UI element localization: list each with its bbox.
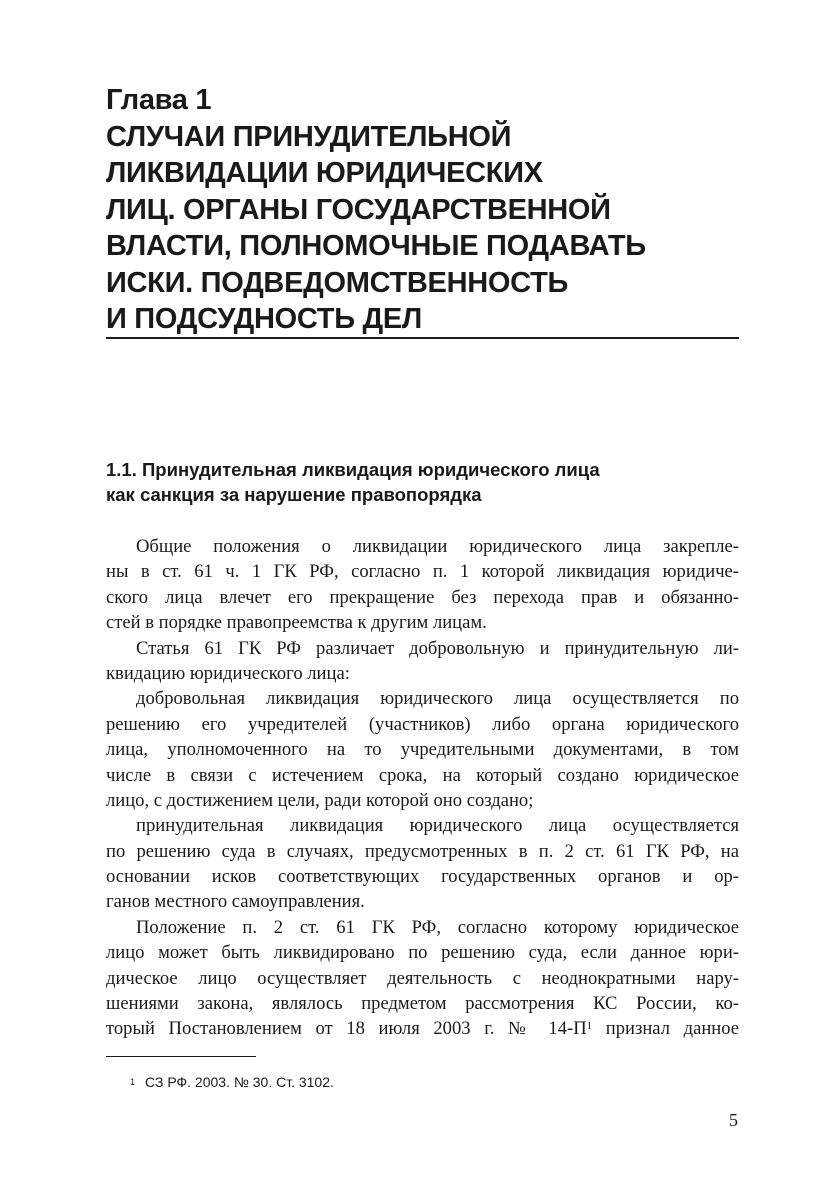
chapter-title-line: СЛУЧАИ ПРИНУДИТЕЛЬНОЙ xyxy=(106,120,512,153)
footnote-text: СЗ РФ. 2003. № 30. Ст. 3102. xyxy=(145,1074,334,1090)
section-heading-line: как санкция за нарушение правопорядка xyxy=(106,484,482,505)
footnote-reference[interactable]: 1 xyxy=(586,1020,593,1033)
body-line: стей в порядке правопреемства к другим лицам. xyxy=(106,612,487,634)
body-line-text: признал данное xyxy=(605,1018,740,1040)
body-line: принудительная ликвидация юридического лица осуществляется xyxy=(136,815,739,837)
body-line: ны в ст. 61 ч. 1 ГК РФ, согласно п. 1 которой ликвидация юридиче- xyxy=(106,561,739,583)
section-heading-line: 1.1. Принудительная ликвидация юридического лица xyxy=(106,459,600,480)
body-line: Статья 61 ГК РФ различает добровольную и принудительную ли- xyxy=(136,637,739,659)
body-line: основании исков соответствующих государственных органов и ор- xyxy=(106,866,739,888)
body-line: Общие положения о ликвидации юридического лица закрепле- xyxy=(136,536,739,557)
body-line: добровольная ликвидация юридического лица осуществляется по xyxy=(136,688,739,710)
chapter-title-line: ЛИЦ. ОРГАНЫ ГОСУДАРСТВЕННОЙ xyxy=(106,193,611,226)
chapter-label: Глава 1 xyxy=(106,84,212,116)
body-line: квидацию юридического лица: xyxy=(106,662,350,684)
body-line: ского лица влечет его прекращение без перехода прав и обязанно- xyxy=(106,586,739,608)
body-line: дическое лицо осуществляет деятельность с неоднократными нару- xyxy=(106,967,739,989)
footnote-divider xyxy=(106,1056,256,1057)
chapter-divider xyxy=(106,337,739,339)
chapter-title-line: ЛИКВИДАЦИИ ЮРИДИЧЕСКИХ xyxy=(106,157,543,189)
body-line xyxy=(106,1016,739,1041)
body-line: лицо может быть ликвидировано по решению суда, если данное юри- xyxy=(106,942,739,964)
body-line: шениями закона, являлось предметом рассмотрения КС России, ко- xyxy=(106,993,739,1015)
body-line: по решению суда в случаях, предусмотренных в п. 2 ст. 61 ГК РФ, на xyxy=(106,840,739,862)
section-heading xyxy=(106,457,746,507)
body-line: решению его учредителей (участников) либо органа юридического xyxy=(106,713,739,735)
body-line: лица, уполномоченного на то учредительными документами, в том xyxy=(106,739,739,761)
footnote-mark: 1 xyxy=(130,1077,136,1087)
chapter-title-line: ИСКИ. ПОДВЕДОМСТВЕННОСТЬ xyxy=(106,266,569,299)
chapter-title-line: ВЛАСТИ, ПОЛНОМОЧНЫЕ ПОДАВАТЬ xyxy=(106,230,646,262)
body-line: Положение п. 2 ст. 61 ГК РФ, согласно которому юридическое xyxy=(136,916,739,938)
body-line: числе в связи с истечением срока, на который создано юридическое xyxy=(106,764,739,786)
page-number: 5 xyxy=(729,1110,738,1130)
body-line: лицо, с достижением цели, ради которой оно создано; xyxy=(106,789,534,811)
chapter-heading xyxy=(106,82,746,338)
body-text xyxy=(106,534,739,1042)
body-line: ганов местного самоуправления. xyxy=(106,891,365,913)
footnote xyxy=(130,1073,334,1091)
chapter-title-line: И ПОДСУДНОСТЬ ДЕЛ xyxy=(106,303,422,335)
body-line-text: торый Постановлением от 18 июля 2003 г. № 14-П xyxy=(106,1018,587,1040)
